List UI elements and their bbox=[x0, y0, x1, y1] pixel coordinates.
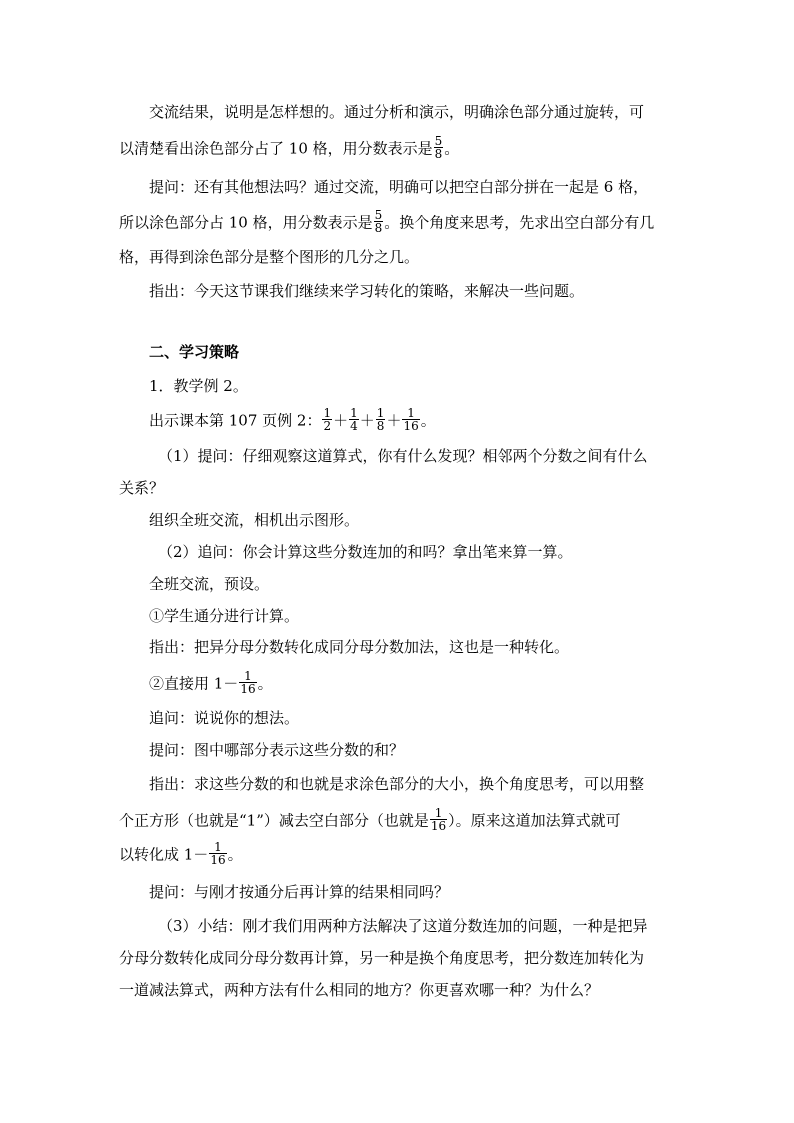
paragraph-line bbox=[149, 376, 679, 396]
plus-sign: ＋ bbox=[386, 411, 402, 430]
text: 。 bbox=[420, 411, 436, 430]
paragraph-line bbox=[149, 637, 679, 657]
text: ）。原来这道加法算式就可 bbox=[448, 811, 621, 830]
paragraph-line bbox=[119, 247, 679, 267]
text: ①学生通分进行计算。 bbox=[149, 607, 300, 625]
text: 格，再得到涂色部分是整个图形的几分之几。 bbox=[119, 248, 420, 266]
fraction bbox=[322, 407, 332, 432]
fraction bbox=[239, 670, 256, 695]
text: 指出：把异分母分数转化成同分母分数加法，这也是一种转化。 bbox=[149, 638, 570, 656]
numerator: 5 bbox=[434, 134, 443, 148]
text: 交流结果，说明是怎样想的。通过分析和演示，明确涂色部分通过旋转，可 bbox=[149, 103, 645, 121]
numerator: 1 bbox=[350, 406, 358, 420]
denominator: 8 bbox=[376, 419, 385, 433]
text: 。 bbox=[444, 139, 460, 158]
text: 指出：今天这节课我们继续来学习转化的策略，来解决一些问题。 bbox=[149, 282, 585, 300]
plus-sign: ＋ bbox=[333, 411, 349, 430]
numerator: 1 bbox=[407, 406, 415, 420]
paragraph-line bbox=[119, 478, 679, 498]
denominator: 16 bbox=[403, 419, 419, 433]
numerator: 1 bbox=[434, 806, 443, 820]
text: 以清楚看出涂色部分占了 10 格，用分数表示是 bbox=[119, 139, 433, 158]
text: 指出：求这些分数的和也就是求涂色部分的大小，换个角度思考，可以用整 bbox=[149, 775, 645, 793]
section-heading bbox=[149, 342, 679, 362]
paragraph-line bbox=[149, 669, 679, 697]
fraction bbox=[374, 209, 384, 234]
paragraph-line bbox=[158, 916, 679, 936]
denominator: 16 bbox=[210, 853, 226, 867]
denominator: 8 bbox=[434, 147, 443, 161]
text: 分母分数转化成同分母分数再计算，另一种是换个角度思考，把分数连加转化为 bbox=[119, 949, 645, 967]
denominator: 2 bbox=[323, 419, 332, 433]
denominator: 16 bbox=[430, 819, 447, 833]
numerator: 1 bbox=[244, 669, 252, 683]
numerator: 1 bbox=[323, 406, 332, 420]
text: 。 bbox=[257, 674, 273, 693]
paragraph-line bbox=[149, 281, 679, 301]
fraction bbox=[376, 407, 386, 432]
paragraph-line bbox=[119, 806, 679, 834]
paragraph-line bbox=[149, 510, 679, 530]
text: （3）小结：刚才我们用两种方法解决了这道分数连加的问题，一种是把异 bbox=[158, 917, 648, 935]
fraction bbox=[209, 841, 226, 866]
text: 以转化成 1－ bbox=[119, 845, 209, 864]
text: 一道减法算式，两种方法有什么相同的地方？你更喜欢哪一种？为什么？ bbox=[119, 981, 600, 999]
fraction bbox=[430, 807, 447, 832]
text: 全班交流，预设。 bbox=[149, 575, 270, 593]
text: 追问：说说你的想法。 bbox=[149, 709, 300, 727]
paragraph-line bbox=[149, 708, 679, 728]
text: 所以涂色部分占 10 格，用分数表示是 bbox=[119, 213, 373, 232]
paragraph-line bbox=[119, 840, 679, 868]
plus-sign: ＋ bbox=[359, 411, 375, 430]
paragraph-line bbox=[149, 774, 679, 794]
paragraph-line bbox=[158, 446, 679, 466]
paragraph-line bbox=[149, 574, 679, 594]
paragraph-line bbox=[149, 177, 679, 197]
text: 。换个角度来思考，先求出空白部分有几 bbox=[384, 213, 655, 232]
text: （2）追问：你会计算这些分数连加的和吗？拿出笔来算一算。 bbox=[158, 543, 573, 561]
text: 。 bbox=[227, 845, 243, 864]
fraction bbox=[402, 407, 419, 432]
text: 二、学习策略 bbox=[149, 343, 240, 361]
denominator: 8 bbox=[374, 221, 383, 235]
paragraph-line bbox=[149, 102, 679, 122]
text: 提问：还有其他想法吗？通过交流，明确可以把空白部分拼在一起是 6 格， bbox=[149, 178, 649, 196]
paragraph-line bbox=[119, 948, 679, 968]
paragraph-line bbox=[149, 406, 679, 434]
paragraph-line bbox=[119, 980, 679, 1000]
text: ②直接用 1－ bbox=[149, 674, 239, 693]
fraction bbox=[349, 407, 359, 432]
numerator: 1 bbox=[376, 406, 385, 420]
text: 1．教学例 2。 bbox=[149, 377, 248, 395]
text: 提问：图中哪部分表示这些分数的和？ bbox=[149, 741, 405, 759]
paragraph-line bbox=[149, 606, 679, 626]
text: 组织全班交流，相机出示图形。 bbox=[149, 511, 360, 529]
text: （1）提问：仔细观察这道算式，你有什么发现？相邻两个分数之间有什么 bbox=[158, 447, 648, 465]
text: 关系？ bbox=[119, 479, 165, 497]
paragraph-line bbox=[158, 542, 679, 562]
numerator: 1 bbox=[214, 840, 222, 854]
denominator: 16 bbox=[240, 682, 256, 696]
paragraph-line bbox=[119, 208, 679, 236]
fraction bbox=[434, 135, 444, 160]
paragraph-line bbox=[149, 740, 679, 760]
text: 提问：与刚才按通分后再计算的结果相同吗？ bbox=[149, 883, 450, 901]
text: 出示课本第 107 页例 2： bbox=[149, 411, 322, 430]
text: 个正方形（也就是“1”）减去空白部分（也就是 bbox=[119, 811, 429, 830]
paragraph-line bbox=[119, 134, 679, 162]
numerator: 5 bbox=[374, 208, 383, 222]
paragraph-line bbox=[149, 882, 679, 902]
denominator: 4 bbox=[350, 419, 358, 433]
